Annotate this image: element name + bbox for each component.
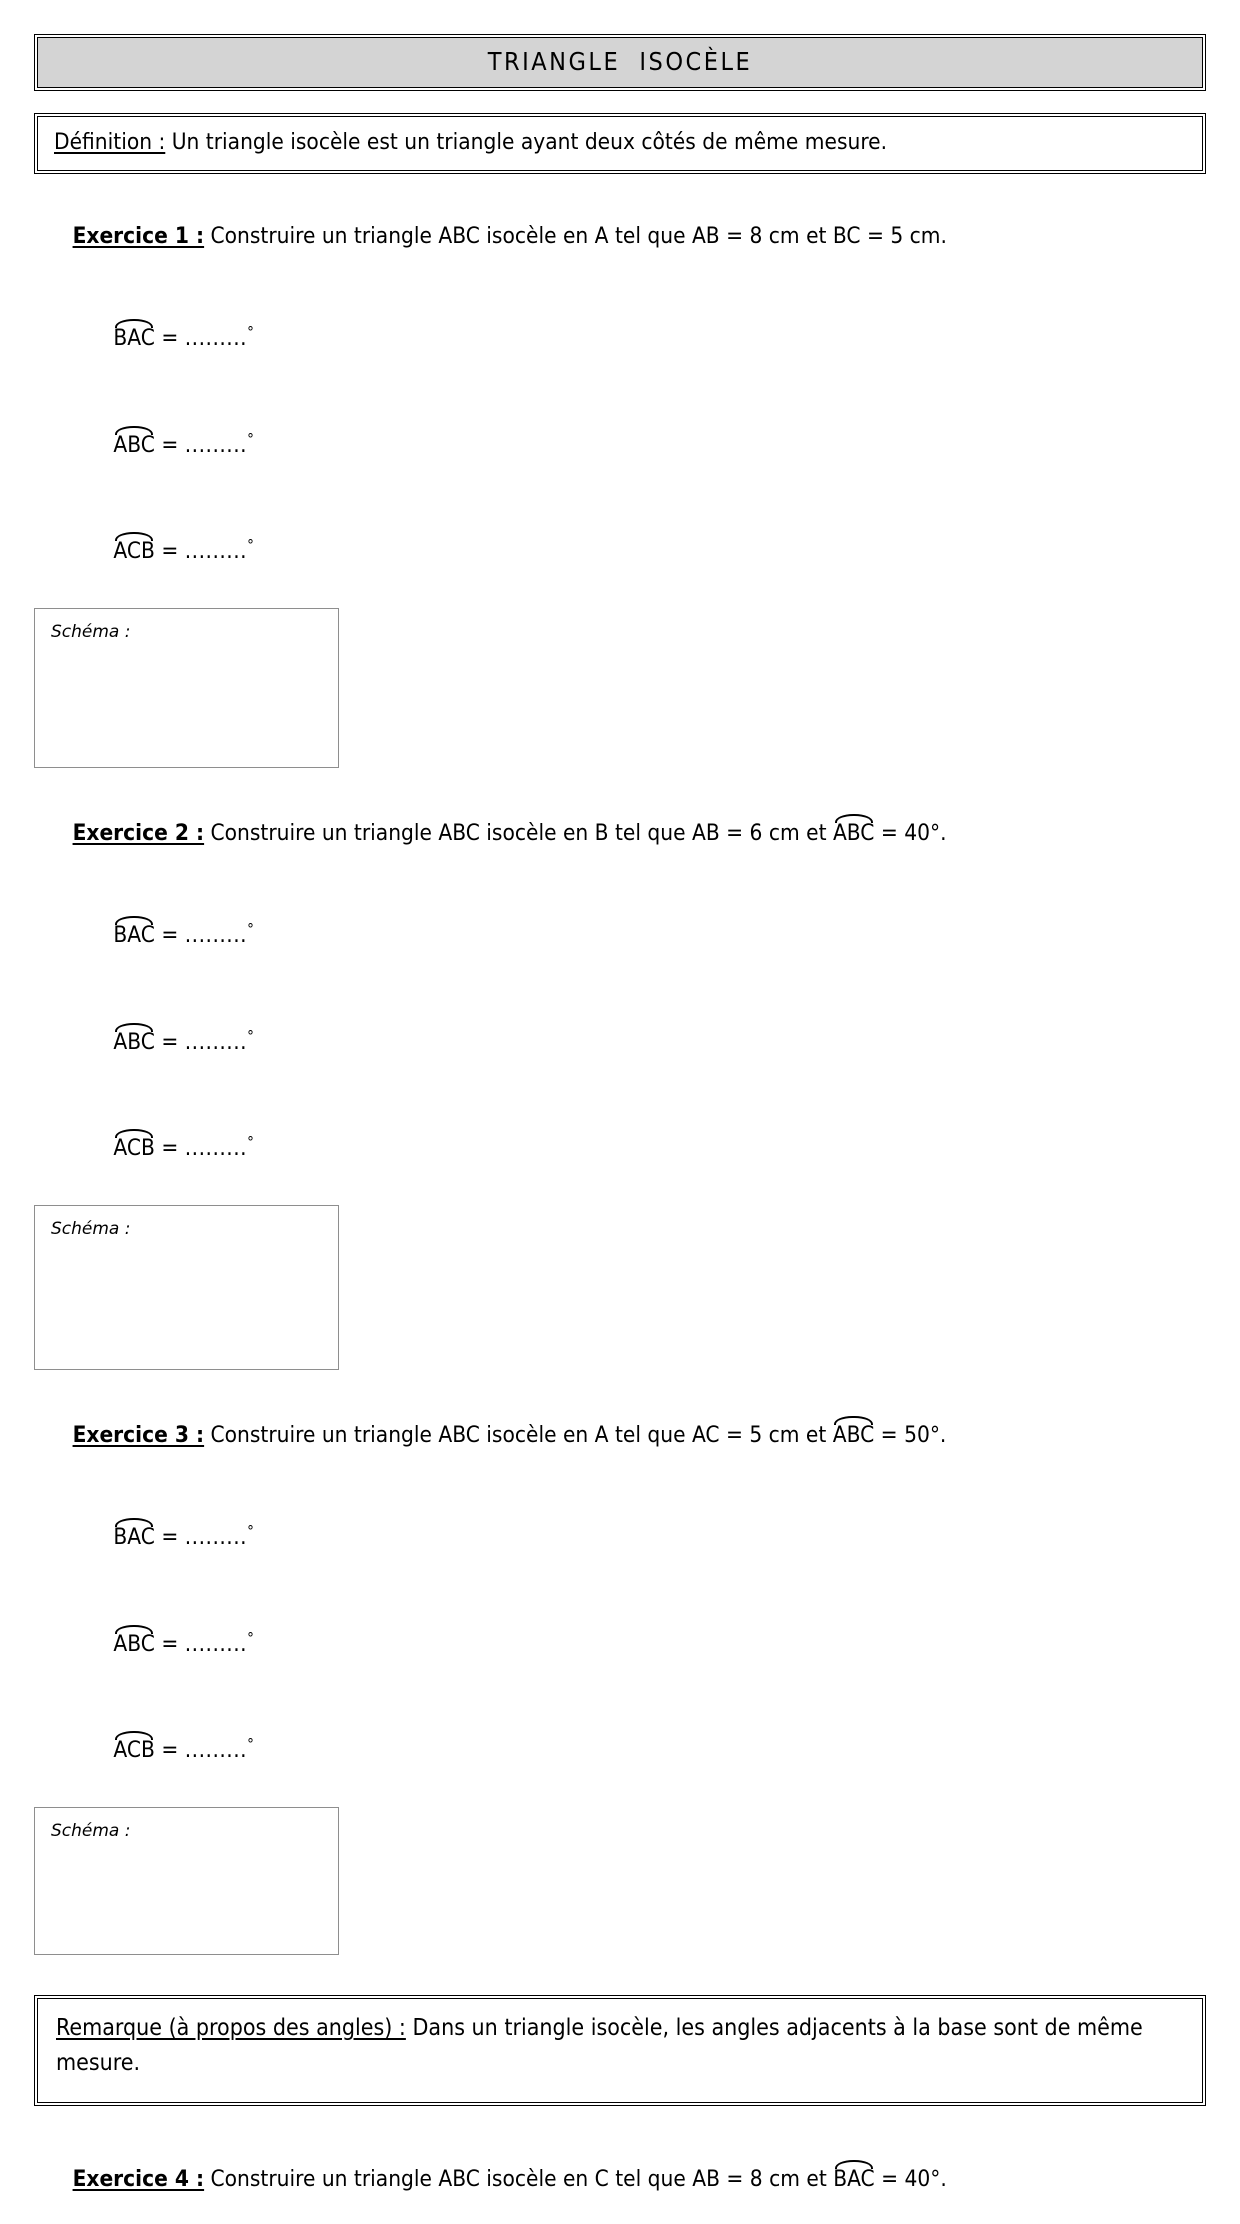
angle-hat-icon (115, 1129, 153, 1138)
remark-lead: Remarque (à propos des angles) : (56, 2015, 406, 2042)
angle-letters: ABC (832, 819, 875, 846)
remark-text (56, 2011, 1188, 2080)
angle-notation-acb (113, 535, 154, 565)
angle-row (62, 1706, 1206, 1792)
schema-label: Schéma : (51, 622, 131, 643)
schema-label: Schéma : (51, 1821, 131, 1842)
angle-letters: ABC (113, 1630, 155, 1657)
angle-notation-abc (113, 1628, 154, 1658)
equals-sign: = (154, 1524, 185, 1551)
angle-letters: ACB (113, 1736, 155, 1763)
equals-sign: = (154, 1135, 185, 1162)
definition-box (34, 113, 1206, 174)
degree-symbol: ° (247, 323, 254, 342)
exercise-2-statement-part2: = 40°. (874, 819, 947, 846)
definition-body: Un triangle isocèle est un triangle ayant deux côtés de même mesure. (165, 129, 888, 155)
degree-symbol: ° (247, 1133, 254, 1152)
exercise-2-heading (34, 787, 1206, 877)
exercise-1-lead: Exercice 1 : (72, 222, 205, 249)
definition-text (54, 127, 1186, 158)
exercise-1-angle-list (62, 294, 1206, 593)
exercise-4 (34, 2106, 1206, 2224)
angle-hat-icon (115, 1731, 153, 1740)
angle-row (62, 1493, 1206, 1579)
angle-letters: ABC (832, 1421, 875, 1448)
exercise-3-statement-part2: = 50°. (874, 1421, 947, 1448)
exercise-3-angle-list (62, 1493, 1206, 1792)
exercise-4-statement-part2: = 40°. (874, 2166, 947, 2193)
angle-letters: ACB (113, 1135, 155, 1162)
angle-letters: BAC (113, 325, 155, 352)
angle-notation-acb (113, 1734, 154, 1764)
degree-symbol: ° (247, 1026, 254, 1045)
angle-letters: BAC (113, 922, 155, 949)
schema-box-2[interactable] (34, 1205, 339, 1370)
angle-row (62, 507, 1206, 593)
schema-box-1[interactable] (34, 608, 339, 768)
answer-blank[interactable]: ......... (184, 1135, 248, 1162)
answer-blank[interactable]: ......... (184, 922, 248, 949)
angle-letters: BAC (833, 2166, 875, 2193)
angle-row (62, 1104, 1206, 1190)
exercise-3 (34, 1370, 1206, 1955)
angle-hat-icon (115, 532, 153, 541)
equals-sign: = (154, 325, 185, 352)
angle-row (62, 891, 1206, 977)
remark-box-inner (37, 1998, 1203, 2103)
angle-hat-icon (834, 1416, 872, 1425)
answer-blank[interactable]: ......... (184, 1524, 248, 1551)
angle-notation-bac (113, 1521, 154, 1551)
schema-box-3[interactable] (34, 1807, 339, 1955)
degree-symbol: ° (247, 1522, 254, 1541)
equals-sign: = (154, 1736, 185, 1763)
worksheet-page (0, 34, 1240, 2193)
answer-blank[interactable]: ......... (184, 538, 248, 565)
angle-hat-icon (115, 1023, 153, 1032)
angle-hat-icon (835, 814, 873, 823)
angle-notation-inline (833, 2163, 874, 2194)
answer-blank[interactable]: ......... (184, 1630, 248, 1657)
schema-label: Schéma : (51, 1219, 131, 1240)
exercise-2-statement-part1: Construire un triangle ABC isocèle en B tel que AB = 6 cm et (204, 819, 833, 846)
answer-blank[interactable]: ......... (184, 1736, 248, 1763)
exercise-2-lead: Exercice 2 : (72, 819, 205, 846)
angle-letters: ACB (113, 538, 155, 565)
angle-notation-bac (113, 322, 154, 352)
definition-box-inner (37, 116, 1203, 171)
title-box-inner (37, 37, 1203, 88)
angle-row (62, 401, 1206, 487)
answer-blank[interactable]: ......... (184, 1028, 248, 1055)
angle-notation-inline (833, 1419, 874, 1450)
remark-box (34, 1995, 1206, 2106)
angle-row (62, 998, 1206, 1084)
degree-symbol: ° (247, 429, 254, 448)
angle-letters: ABC (113, 431, 155, 458)
degree-symbol: ° (247, 1628, 254, 1647)
angle-notation-abc (113, 1026, 154, 1056)
exercise-4-lead: Exercice 4 : (72, 2166, 205, 2193)
remark-body: Dans un triangle isocèle, les angles adjacents à la base sont de même mesure. (56, 2015, 1143, 2076)
exercise-3-heading (34, 1389, 1206, 1479)
exercise-4-heading (34, 2134, 1206, 2224)
exercise-4-statement-part1: Construire un triangle ABC isocèle en C tel que AB = 8 cm et (204, 2166, 834, 2193)
angle-hat-icon (115, 1625, 153, 1634)
angle-notation-abc (113, 429, 154, 459)
angle-hat-icon (115, 916, 153, 925)
degree-symbol: ° (247, 536, 254, 555)
definition-lead: Définition : (54, 129, 166, 155)
angle-letters: ABC (113, 1028, 155, 1055)
angle-hat-icon (835, 2160, 873, 2169)
angle-hat-icon (115, 319, 153, 328)
equals-sign: = (154, 1630, 185, 1657)
angle-letters: BAC (113, 1524, 155, 1551)
angle-notation-bac (113, 919, 154, 949)
angle-row (62, 294, 1206, 380)
exercise-1-heading (34, 193, 1206, 281)
title-box (34, 34, 1206, 91)
exercise-3-statement-part1: Construire un triangle ABC isocèle en A tel que AC = 5 cm et (204, 1421, 833, 1448)
equals-sign: = (154, 538, 185, 565)
angle-row (62, 1599, 1206, 1685)
angle-hat-icon (115, 1518, 153, 1527)
degree-symbol: ° (247, 1734, 254, 1753)
exercise-2 (34, 768, 1206, 1370)
page-title: TRIANGLE ISOCÈLE (487, 47, 753, 76)
angle-hat-icon (115, 426, 153, 435)
exercise-3-lead: Exercice 3 : (72, 1421, 205, 1448)
angle-notation-inline (833, 817, 874, 848)
equals-sign: = (154, 1028, 185, 1055)
degree-symbol: ° (247, 920, 254, 939)
angle-notation-acb (113, 1132, 154, 1162)
exercise-1 (34, 174, 1206, 769)
equals-sign: = (154, 431, 185, 458)
exercise-1-statement: Construire un triangle ABC isocèle en A tel que AB = 8 cm et BC = 5 cm. (204, 222, 947, 249)
equals-sign: = (154, 922, 185, 949)
exercise-2-angle-list (62, 891, 1206, 1190)
answer-blank[interactable]: ......... (184, 431, 248, 458)
answer-blank[interactable]: ......... (184, 325, 248, 352)
